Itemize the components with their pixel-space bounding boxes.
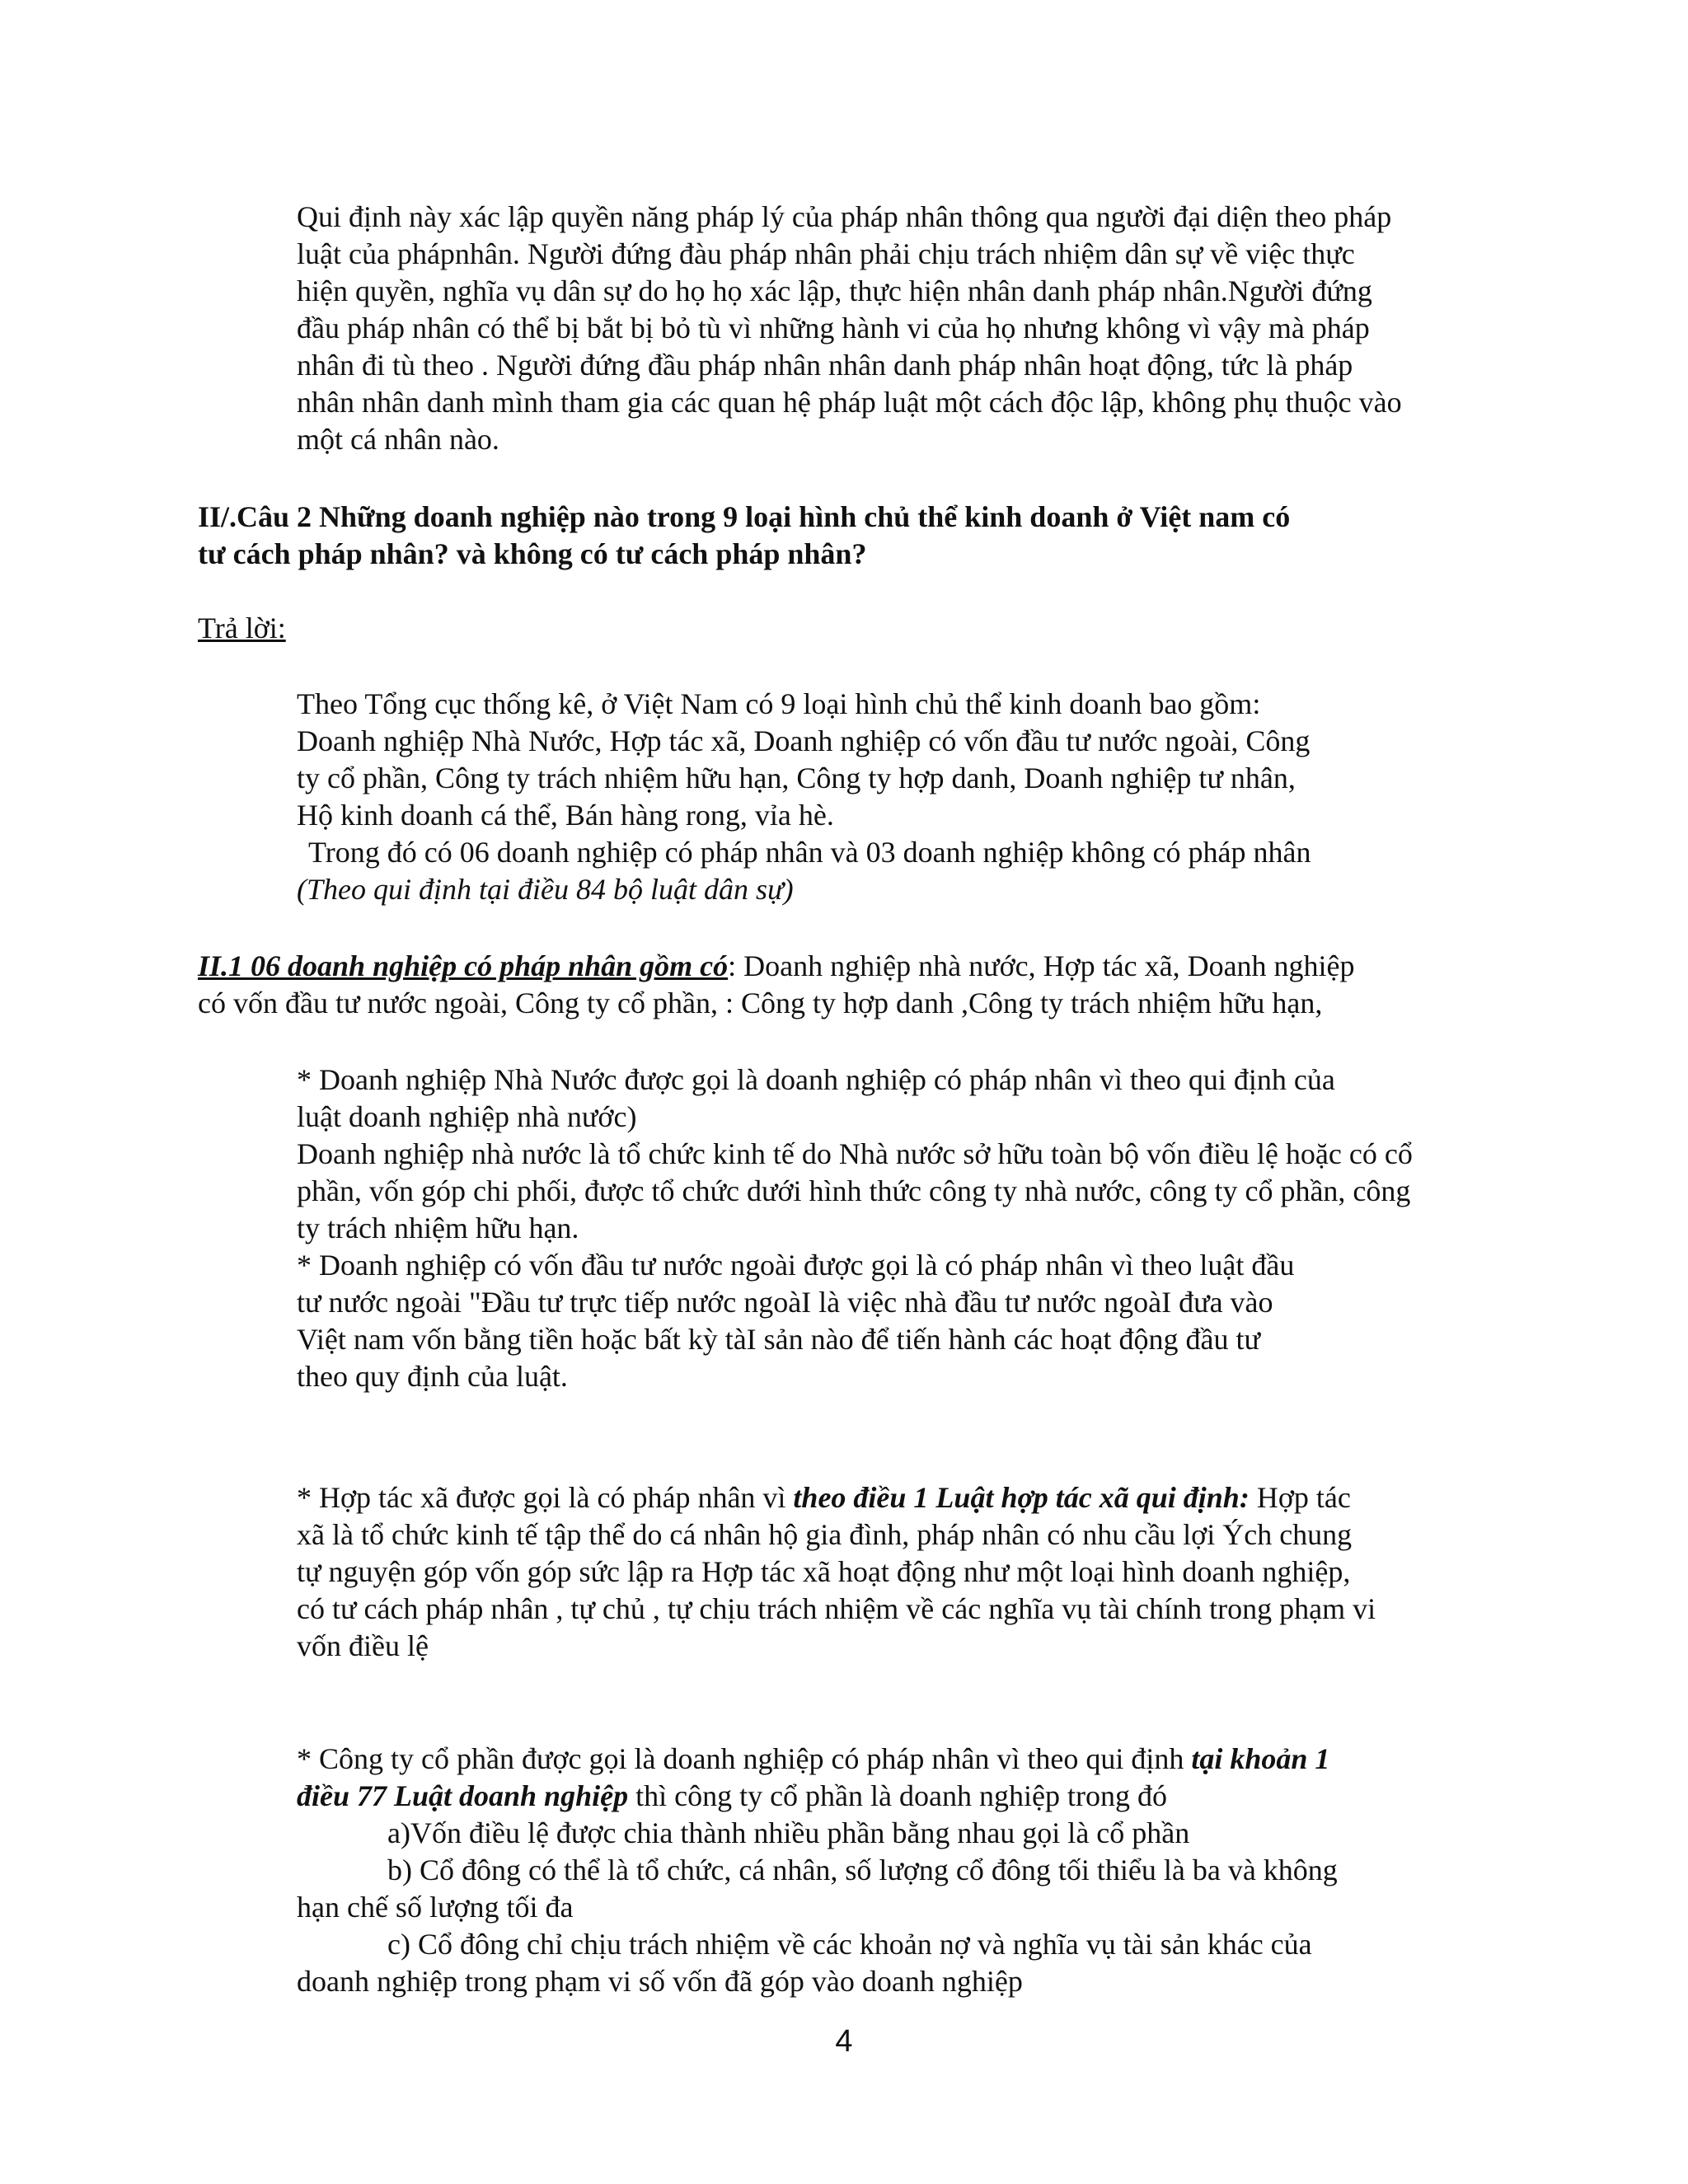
law-reference: theo điều 1 Luật hợp tác xã qui định: [793, 1481, 1250, 1514]
paragraph-state-and-fdi [297, 1062, 1525, 1395]
text-run: * Hợp tác xã được gọi là có pháp nhân vì [297, 1481, 794, 1514]
text-line: luật doanh nghiệp nhà nước) [297, 1100, 637, 1133]
text-line: luật của phápnhân. Người đứng đàu pháp nhân phải chịu trách nhiệm dân sự về việc thực [297, 237, 1355, 270]
text-line: một cá nhân nào. [297, 423, 499, 456]
law-reference: tại khoản 1 [1191, 1742, 1330, 1775]
text-line: ty cổ phần, Công ty trách nhiệm hữu hạn, Công ty hợp danh, Doanh nghiệp tư nhân, [297, 762, 1296, 794]
text-line: nhân đi tù theo . Người đứng đầu pháp nhân nhân danh pháp nhân hoạt động, tức là pháp [297, 349, 1353, 382]
text-run: Hợp tác [1249, 1481, 1351, 1514]
heading-line: tư cách pháp nhân? và không có tư cách pháp nhân? [198, 537, 867, 570]
heading-line: II/.Câu 2 Những doanh nghiệp nào trong 9 loại hình chủ thể kinh doanh ở Việt nam có [198, 500, 1291, 533]
text-line: tự nguyện góp vốn góp sức lập ra Hợp tác xã hoạt động như một loại hình doanh nghiệp, [297, 1555, 1351, 1588]
list-item: c) Cổ đông chỉ chịu trách nhiệm về các khoản nợ và nghĩa vụ tài sản khác của [387, 1928, 1312, 1961]
text-line: Trong đó có 06 doanh nghiệp có pháp nhân và 03 doanh nghiệp không có pháp nhân [308, 836, 1311, 869]
text-line: phần, vốn góp chi phối, được tổ chức dưới hình thức công ty nhà nước, công ty cổ phần, công [297, 1174, 1411, 1207]
text-line: * Doanh nghiệp Nhà Nước được gọi là doanh nghiệp có pháp nhân vì theo qui định của [297, 1063, 1335, 1096]
text-line: Doanh nghiệp Nhà Nước, Hợp tác xã, Doanh nghiệp có vốn đầu tư nước ngoài, Công [297, 724, 1311, 757]
text-line: nhân nhân danh mình tham gia các quan hệ pháp luật một cách độc lập, không phụ thuộc vào [297, 386, 1402, 419]
paragraph-joint-stock [297, 1741, 1525, 2000]
list-item: b) Cổ đông có thể là tổ chức, cá nhân, số lượng cổ đông tối thiểu là ba và không [387, 1854, 1338, 1886]
page-number: 4 [835, 2024, 853, 2059]
text-line: đầu pháp nhân có thể bị bắt bị bỏ tù vì những hành vi của họ nhưng không vì vậy mà pháp [297, 312, 1370, 344]
text-line [198, 948, 1526, 985]
text-line: Theo Tổng cục thống kê, ở Việt Nam có 9 loại hình chủ thể kinh doanh bao gồm: [297, 687, 1261, 720]
paragraph-cooperative [297, 1479, 1525, 1665]
paragraph-legal-representative [297, 199, 1525, 458]
text-line: vốn điều lệ [297, 1629, 429, 1662]
text-line: * Doanh nghiệp có vốn đầu tư nước ngoài được gọi là có pháp nhân vì theo luật đầu [297, 1249, 1295, 1282]
text-line: Doanh nghiệp nhà nước là tổ chức kinh tế do Nhà nước sở hữu toàn bộ vốn điều lệ hoặc có cổ [297, 1137, 1413, 1170]
text-run: thì công ty cổ phần là doanh nghiệp trong đó [628, 1779, 1167, 1812]
text-line: ty trách nhiệm hữu hạn. [297, 1212, 579, 1244]
text-line: theo quy định của luật. [297, 1360, 568, 1393]
text-line: tư nước ngoài "Đầu tư trực tiếp nước ngoàI là việc nhà đầu tư nước ngoàI đưa vào [297, 1286, 1273, 1319]
citation: (Theo qui định tại điều 84 bộ luật dân sự) [297, 873, 794, 906]
text-line: hiện quyền, nghĩa vụ dân sự do họ họ xác lập, thực hiện nhân danh pháp nhân.Người đứng [297, 274, 1372, 307]
text-line: doanh nghiệp trong phạm vi số vốn đã góp vào doanh nghiệp [297, 1965, 1023, 1998]
text-line: có tư cách pháp nhân , tự chủ , tự chịu trách nhiệm về các nghĩa vụ tài chính trong phạm vi [297, 1592, 1376, 1625]
text-run: * Công ty cổ phần được gọi là doanh nghiệp có pháp nhân vì theo qui định [297, 1742, 1192, 1775]
text-line: có vốn đầu tư nước ngoài, Công ty cổ phần, : Công ty hợp danh ,Công ty trách nhiệm hữu hạn, [198, 987, 1323, 1019]
paragraph-business-types [297, 686, 1525, 908]
answer-label: Trả lời: [198, 612, 286, 644]
section-title: II.1 06 doanh nghiệp có pháp nhân gồm có [198, 949, 729, 982]
list-item: a)Vốn điều lệ được chia thành nhiều phần bằng nhau gọi là cổ phần [387, 1816, 1190, 1849]
text-run: : Doanh nghiệp nhà nước, Hợp tác xã, Doanh nghiệp [728, 949, 1355, 982]
text-line: Hộ kinh doanh cá thể, Bán hàng rong, vỉa hè. [297, 799, 834, 832]
question-heading [198, 499, 1526, 573]
text-line: xã là tổ chức kinh tế tập thể do cá nhân hộ gia đình, pháp nhân có nhu cầu lợi Ých chung [297, 1518, 1353, 1551]
text-line: Qui định này xác lập quyền năng pháp lý của pháp nhân thông qua người đại diện theo pháp [297, 200, 1392, 233]
text-line: Việt nam vốn bằng tiền hoặc bất kỳ tàI sản nào để tiến hành các hoạt động đầu tư [297, 1323, 1260, 1356]
text-line [297, 1778, 1525, 1815]
text-line [297, 1479, 1525, 1516]
law-reference: điều 77 Luật doanh nghiệp [297, 1779, 629, 1812]
text-line: hạn chế số lượng tối đa [297, 1891, 574, 1924]
section-ii1 [198, 948, 1526, 1022]
text-line [297, 1741, 1525, 1778]
